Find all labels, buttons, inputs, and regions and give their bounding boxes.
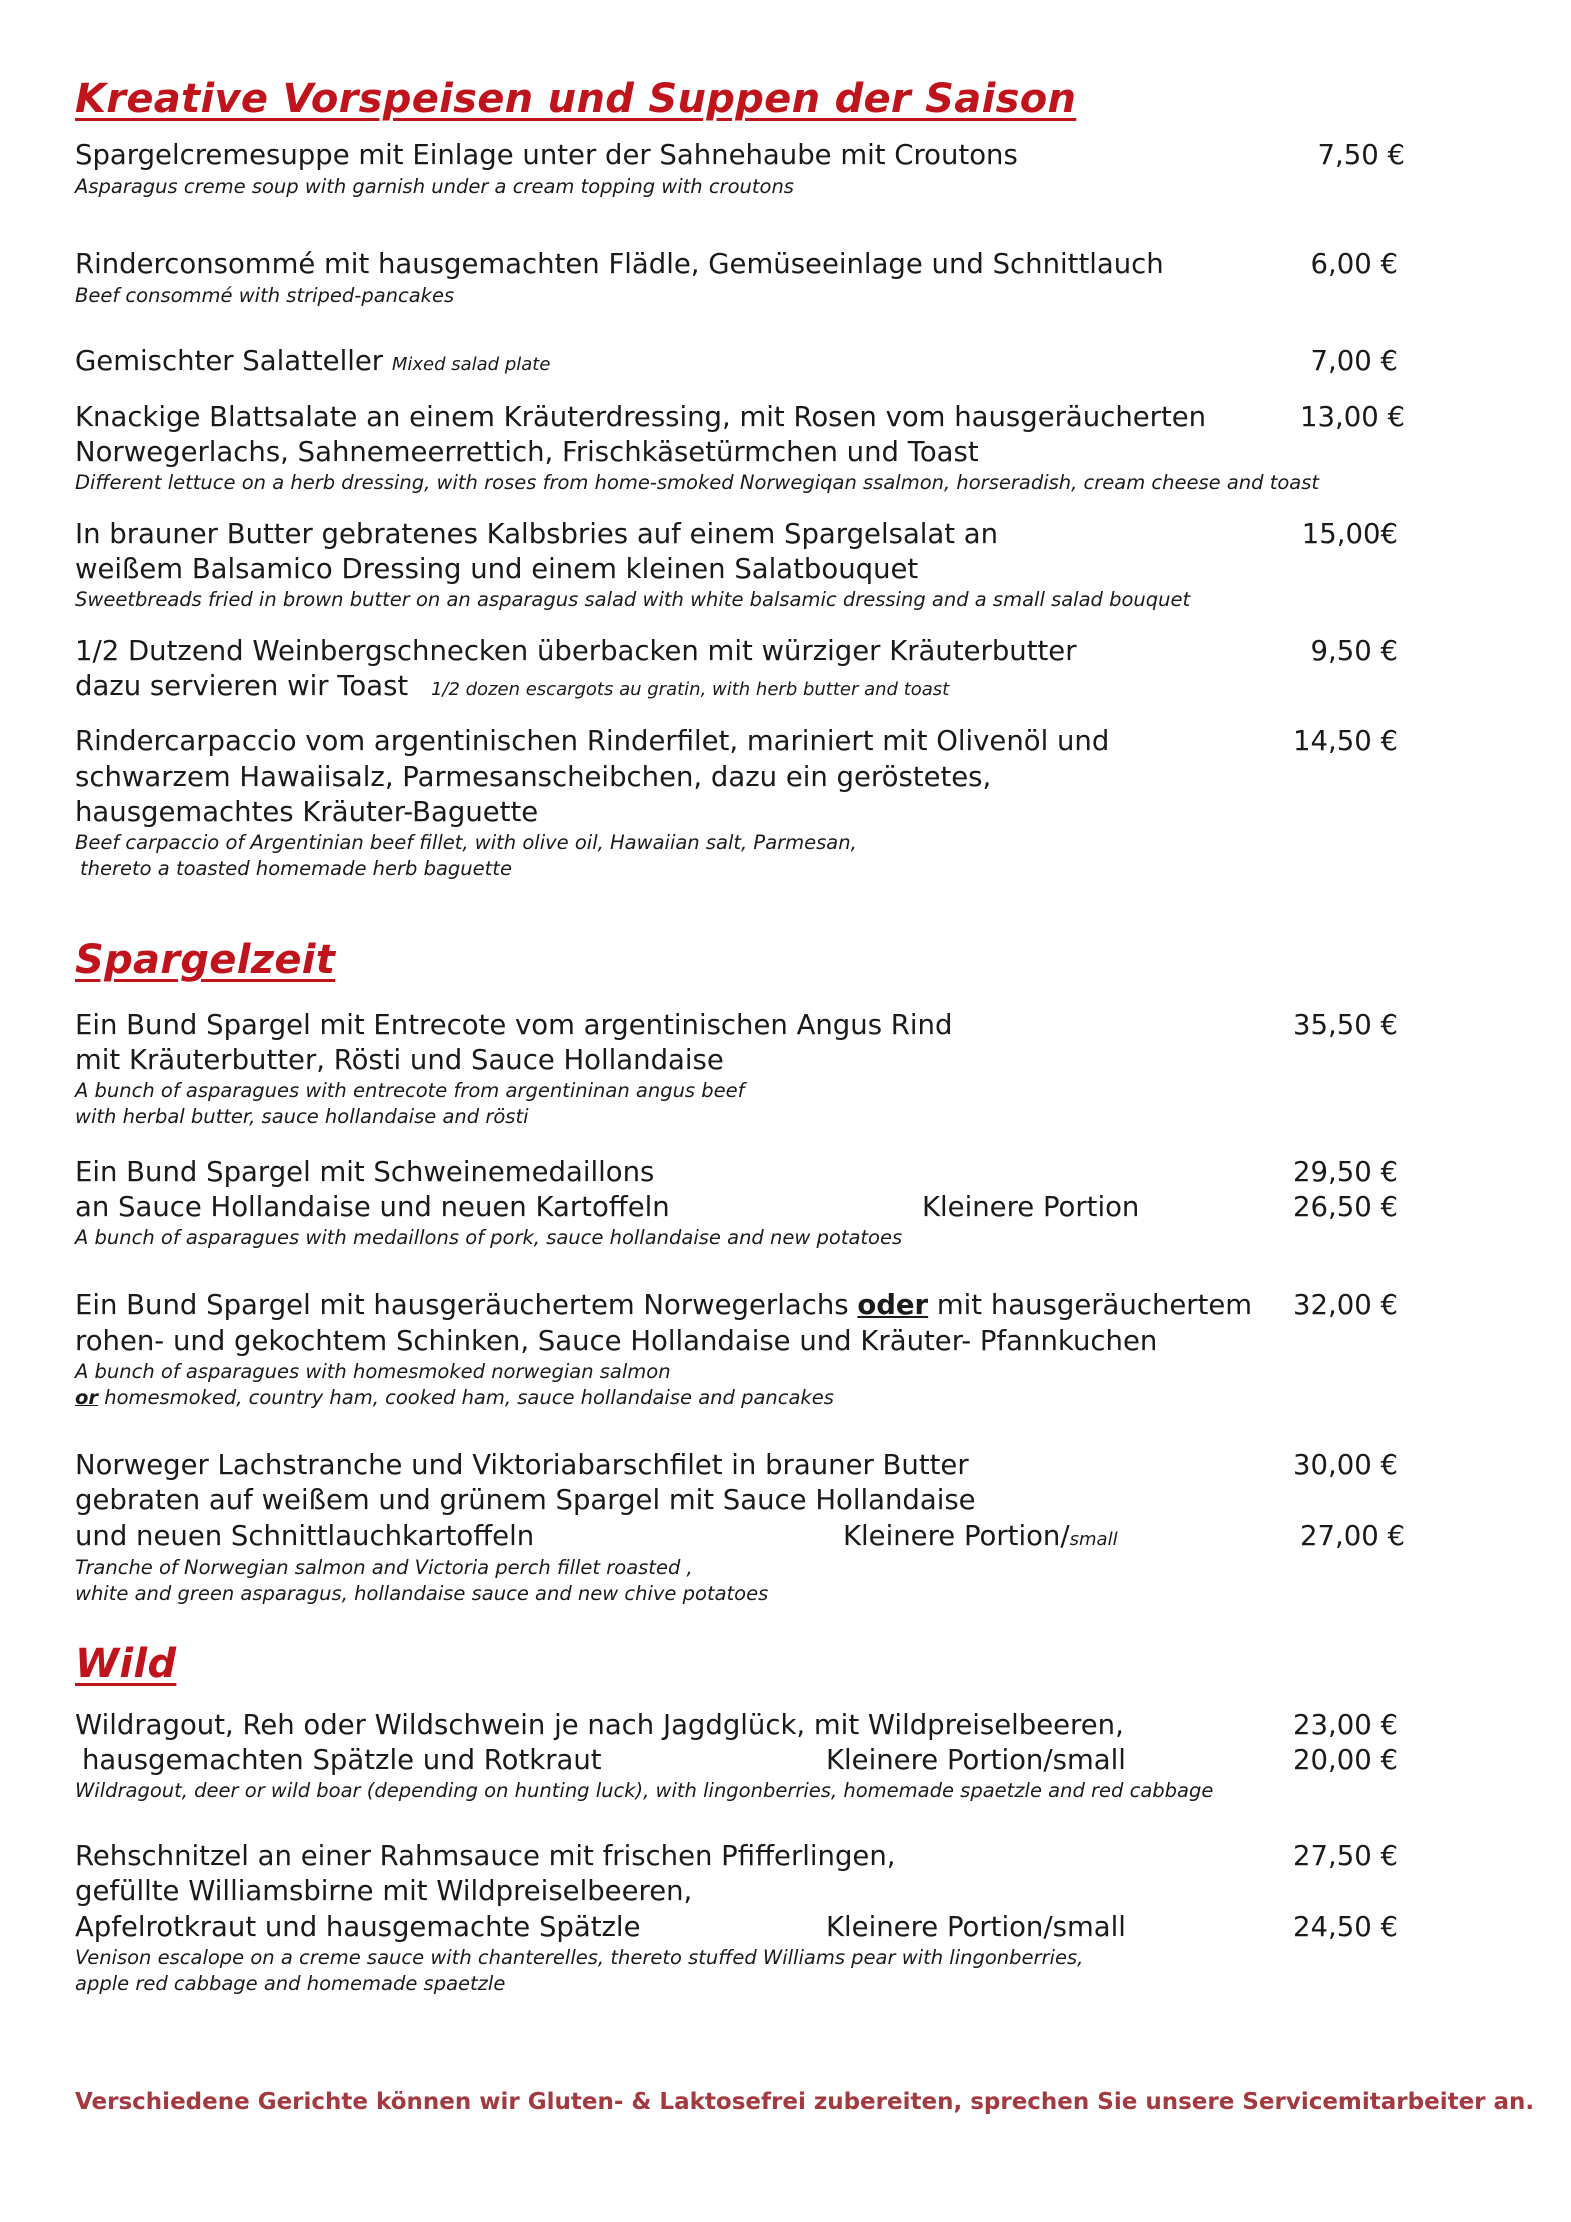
item-translation	[75, 1385, 834, 1411]
or-emphasis: oder	[857, 1289, 929, 1321]
item-name: und neuen Schnittlauchkartoffeln	[75, 1520, 535, 1552]
item-name-text: Gemischter Salatteller	[75, 345, 384, 377]
item-name-text: mit hausgeräuchertem	[936, 1289, 1253, 1321]
item-name: 1/2 Dutzend Weinbergschnecken überbacken mit würziger Kräuterbutter	[75, 635, 1077, 667]
item-translation: Beef carpaccio of Argentinian beef fillet, with olive oil, Hawaiian salt, Parmesan,	[75, 831, 857, 854]
item-price-small: 27,00 €	[1300, 1520, 1405, 1552]
item-name	[75, 1287, 1252, 1323]
item-name: Norwegerlachs, Sahnemeerrettich, Frischkäsetürmchen und Toast	[75, 436, 979, 468]
item-translation: with herbal butter, sauce hollandaise and rösti	[75, 1105, 529, 1128]
item-price-small: 20,00 €	[1293, 1744, 1398, 1776]
item-translation: Sweetbreads fried in brown butter on an asparagus salad with white balsamic dressing and a small salad bouquet	[75, 588, 1191, 611]
item-price: 35,50 €	[1293, 1009, 1398, 1041]
item-name: Wildragout, Reh oder Wildschwein je nach Jagdglück, mit Wildpreiselbeeren,	[75, 1709, 1124, 1741]
item-translation: thereto a toasted homemade herb baguette	[80, 857, 512, 880]
item-translation: Asparagus creme soup with garnish under a cream topping with croutons	[75, 175, 794, 198]
item-name: Rehschnitzel an einer Rahmsauce mit frischen Pfifferlingen,	[75, 1840, 896, 1872]
item-price: 32,00 €	[1293, 1289, 1398, 1321]
small-portion-text: Kleinere Portion/	[843, 1520, 1070, 1552]
item-name: hausgemachtes Kräuter-Baguette	[75, 796, 539, 828]
item-name: Knackige Blattsalate an einem Kräuterdressing, mit Rosen vom hausgeräucherten	[75, 401, 1207, 433]
item-translation: A bunch of asparagues with entrecote from argentininan angus beef	[75, 1079, 745, 1102]
or-emphasis: or	[75, 1386, 99, 1409]
footer-note: Verschiedene Gerichte können wir Gluten- & Laktosefrei zubereiten, sprechen Sie unsere Servicemitarbeiter an.	[75, 2089, 1535, 2115]
item-price: 30,00 €	[1293, 1449, 1398, 1481]
item-name: Ein Bund Spargel mit Entrecote vom argentinischen Angus Rind	[75, 1009, 953, 1041]
small-portion-label: Kleinere Portion/small	[826, 1911, 1126, 1943]
item-price: 23,00 €	[1293, 1709, 1398, 1741]
item-price: 7,50 €	[1317, 139, 1405, 171]
item-translation: 1/2 dozen escargots au gratin, with herb butter and toast	[430, 679, 950, 700]
item-name-text: dazu servieren wir Toast	[75, 670, 409, 702]
item-translation: Wildragout, deer or wild boar (depending on hunting luck), with lingonberries, homemade spaetzle and red cabbage	[75, 1779, 1214, 1802]
item-name: Spargelcremesuppe mit Einlage unter der Sahnehaube mit Croutons	[75, 139, 1018, 171]
small-portion-en: small	[1069, 1529, 1118, 1550]
item-name: rohen- und gekochtem Schinken, Sauce Hollandaise und Kräuter- Pfannkuchen	[75, 1325, 1158, 1357]
item-translation: apple red cabbage and homemade spaetzle	[75, 1972, 506, 1995]
section-title-asparagus: Spargelzeit	[75, 937, 336, 983]
item-name: In brauner Butter gebratenes Kalbsbries auf einem Spargelsalat an	[75, 518, 999, 550]
item-name-text: Ein Bund Spargel mit hausgeräuchertem Norwegerlachs	[75, 1289, 849, 1321]
item-price: 15,00€	[1301, 518, 1398, 550]
item-price: 7,00 €	[1310, 345, 1398, 377]
item-name: weißem Balsamico Dressing und einem kleinen Salatbouquet	[75, 553, 919, 585]
item-name: gebraten auf weißem und grünem Spargel mit Sauce Hollandaise	[75, 1484, 976, 1516]
item-translation: white and green asparagus, hollandaise sauce and new chive potatoes	[75, 1582, 769, 1605]
item-translation: Different lettuce on a herb dressing, with roses from home-smoked Norwegiqan ssalmon, horseradish, cream cheese and toast	[75, 471, 1320, 494]
item-name	[75, 668, 949, 708]
item-translation: Tranche of Norwegian salmon and Victoria perch fillet roasted ,	[75, 1556, 693, 1579]
item-name: Rinderconsommé mit hausgemachten Flädle, Gemüseeinlage und Schnittlauch	[75, 248, 1164, 280]
item-translation: Mixed salad plate	[391, 354, 551, 375]
item-price: 14,50 €	[1293, 725, 1398, 757]
item-name: mit Kräuterbutter, Rösti und Sauce Hollandaise	[75, 1044, 724, 1076]
item-name	[75, 343, 550, 383]
item-translation: Beef consommé with striped-pancakes	[75, 284, 455, 307]
item-translation: Venison escalope on a creme sauce with chanterelles, thereto stuffed Williams pear with lingonberries,	[75, 1946, 1084, 1969]
item-name: hausgemachten Spätzle und Rotkraut	[82, 1744, 602, 1776]
item-name: schwarzem Hawaiisalz, Parmesanscheibchen, dazu ein geröstetes,	[75, 761, 992, 793]
item-translation-text: homesmoked, country ham, cooked ham, sauce hollandaise and pancakes	[104, 1386, 834, 1409]
item-price: 27,50 €	[1293, 1840, 1398, 1872]
section-title-game: Wild	[75, 1641, 177, 1687]
item-name: an Sauce Hollandaise und neuen Kartoffeln	[75, 1191, 670, 1223]
item-price: 9,50 €	[1310, 635, 1398, 667]
section-title-starters: Kreative Vorspeisen und Suppen der Saison	[75, 76, 1077, 122]
item-name: Norweger Lachstranche und Viktoriabarschfilet in brauner Butter	[75, 1449, 969, 1481]
item-price: 29,50 €	[1293, 1156, 1398, 1188]
small-portion-label: Kleinere Portion	[922, 1191, 1140, 1223]
small-portion-label	[843, 1518, 1118, 1558]
item-name: Ein Bund Spargel mit Schweinemedaillons	[75, 1156, 655, 1188]
item-price-small: 26,50 €	[1293, 1191, 1398, 1223]
item-name: Rindercarpaccio vom argentinischen Rinderfilet, mariniert mit Olivenöl und	[75, 725, 1110, 757]
item-price-small: 24,50 €	[1293, 1911, 1398, 1943]
item-price: 6,00 €	[1310, 248, 1398, 280]
item-price: 13,00 €	[1300, 401, 1405, 433]
item-name: Apfelrotkraut und hausgemachte Spätzle	[75, 1911, 641, 1943]
item-translation: A bunch of asparagues with medaillons of pork, sauce hollandaise and new potatoes	[75, 1226, 903, 1249]
item-translation: A bunch of asparagues with homesmoked norwegian salmon	[75, 1360, 671, 1383]
small-portion-label: Kleinere Portion/small	[826, 1744, 1126, 1776]
item-name: gefüllte Williamsbirne mit Wildpreiselbeeren,	[75, 1875, 693, 1907]
